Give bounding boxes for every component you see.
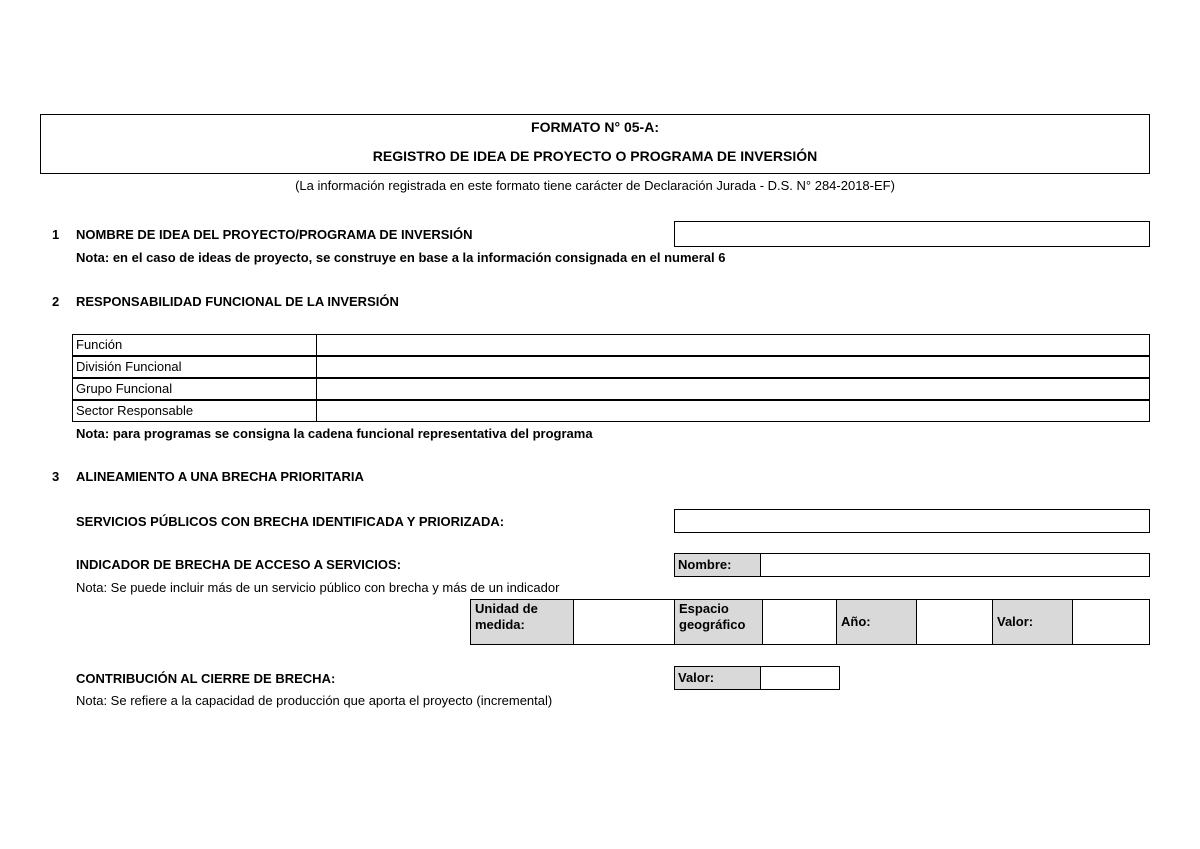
- grupo-funcional-input[interactable]: [321, 379, 1145, 399]
- espacio-geografico-label-line1: Espacio: [679, 601, 729, 616]
- valor-label: Valor:: [993, 600, 1073, 644]
- unidad-medida-label-line2: medida:: [475, 617, 525, 632]
- contribucion-valor-label: Valor:: [675, 667, 761, 689]
- unidad-medida-label-line1: Unidad de: [475, 601, 538, 616]
- grupo-funcional-row: [72, 378, 1150, 400]
- espacio-geografico-label: [675, 600, 763, 644]
- nombre-field: [674, 553, 1150, 577]
- servicios-label: SERVICIOS PÚBLICOS CON BRECHA IDENTIFICADA Y PRIORIZADA:: [76, 514, 505, 529]
- declaration-subtitle: (La información registrada en este formato tiene carácter de Declaración Jurada - D.S. N° 284-2018-EF): [295, 178, 895, 193]
- anio-label: Año:: [837, 600, 917, 644]
- servicios-input[interactable]: [674, 509, 1150, 533]
- form-number-title: FORMATO N° 05-A:: [531, 119, 659, 135]
- contribucion-label: CONTRIBUCIÓN AL CIERRE DE BRECHA:: [76, 671, 336, 686]
- division-funcional-input[interactable]: [321, 357, 1145, 377]
- funcion-label: Función: [73, 335, 317, 355]
- funcion-row: [72, 334, 1150, 356]
- nombre-label: Nombre:: [675, 554, 761, 576]
- espacio-geografico-input[interactable]: [763, 600, 837, 644]
- section1-title: NOMBRE DE IDEA DEL PROYECTO/PROGRAMA DE INVERSIÓN: [76, 227, 473, 242]
- grupo-funcional-label: Grupo Funcional: [73, 379, 317, 399]
- section2-number: 2: [52, 294, 60, 309]
- unidad-medida-label: [471, 600, 574, 644]
- form-main-title: REGISTRO DE IDEA DE PROYECTO O PROGRAMA DE INVERSIÓN: [372, 148, 818, 164]
- division-funcional-label: División Funcional: [73, 357, 317, 377]
- contribucion-note: Nota: Se refiere a la capacidad de producción que aporta el proyecto (incremental): [76, 693, 553, 708]
- valor-input[interactable]: [1073, 600, 1149, 644]
- section2-title: RESPONSABILIDAD FUNCIONAL DE LA INVERSIÓN: [76, 294, 399, 309]
- anio-input[interactable]: [917, 600, 993, 644]
- indicator-details-row: [470, 599, 1150, 645]
- section3-number: 3: [52, 469, 60, 484]
- indicador-label: INDICADOR DE BRECHA DE ACCESO A SERVICIOS:: [76, 557, 402, 572]
- title-box: [40, 114, 1150, 174]
- unidad-medida-input[interactable]: [574, 600, 675, 644]
- funcion-input[interactable]: [321, 335, 1145, 355]
- sector-responsable-row: [72, 400, 1150, 422]
- section2-note: Nota: para programas se consigna la cadena funcional representativa del programa: [76, 426, 593, 441]
- espacio-geografico-label-line2: geográfico: [679, 617, 746, 632]
- division-funcional-row: [72, 356, 1150, 378]
- indicador-note: Nota: Se puede incluir más de un servicio público con brecha y más de un indicador: [76, 580, 560, 595]
- section3-title: ALINEAMIENTO A UNA BRECHA PRIORITARIA: [76, 469, 364, 484]
- project-name-input[interactable]: [674, 221, 1150, 247]
- section1-number: 1: [52, 227, 60, 242]
- section1-note: Nota: en el caso de ideas de proyecto, se construye en base a la información consignada en el numeral 6: [76, 250, 726, 265]
- sector-responsable-label: Sector Responsable: [73, 401, 317, 421]
- nombre-input[interactable]: [765, 554, 1145, 576]
- contribucion-field: [674, 666, 840, 690]
- contribucion-valor-input[interactable]: [765, 667, 837, 689]
- sector-responsable-input[interactable]: [321, 401, 1145, 421]
